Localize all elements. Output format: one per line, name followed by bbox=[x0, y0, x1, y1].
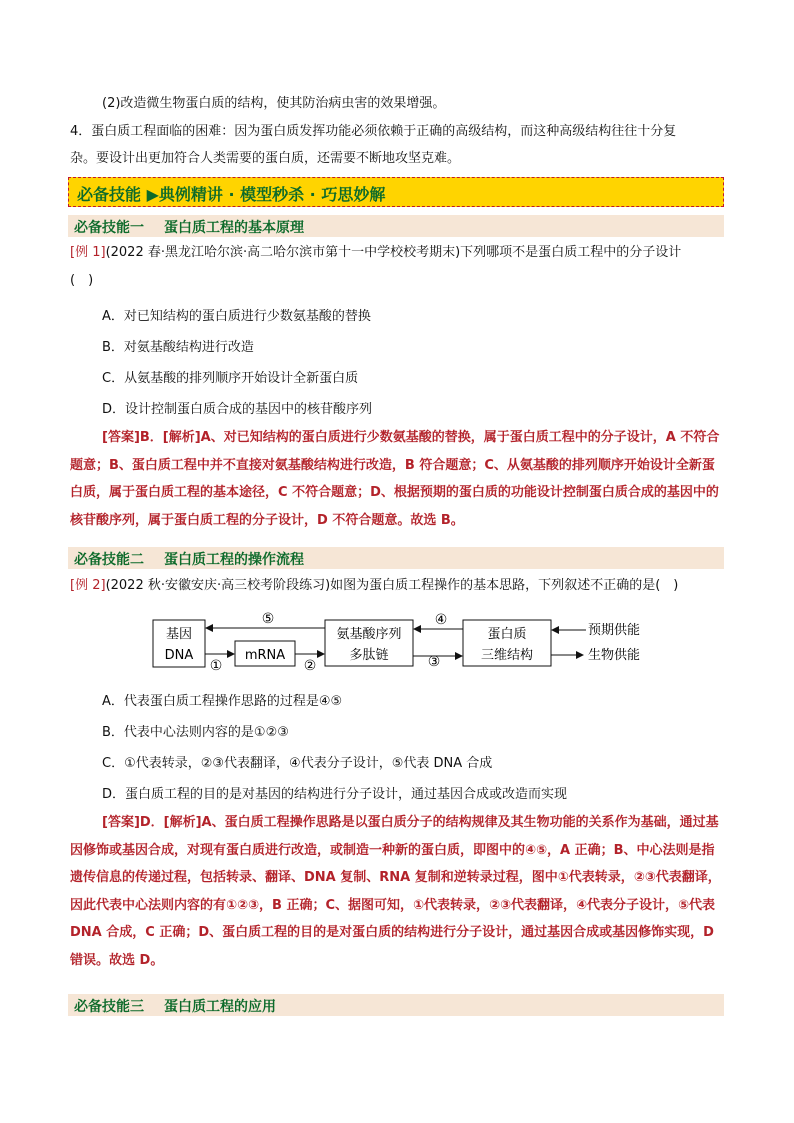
section-3-header bbox=[68, 994, 724, 1016]
section-1-title: 蛋白质工程的基本原理 bbox=[164, 220, 304, 236]
example-2-tag: [例 2] bbox=[70, 578, 106, 593]
box-mrna-label: mRNA bbox=[244, 648, 286, 663]
skill-banner-text: 必备技能 ▶典例精讲 · 模型秒杀 · 巧思妙解 bbox=[77, 185, 386, 204]
example-1-option-d: D．设计控制蛋白质合成的基因中的核苷酸序列 bbox=[102, 402, 373, 417]
example-1-tag: [例 1] bbox=[70, 245, 106, 260]
label-expected-function: 预期供能 bbox=[588, 623, 641, 638]
box-aa-label: 氨基酸序列 bbox=[336, 627, 402, 642]
arrow-4-label: ④ bbox=[434, 612, 448, 628]
section-2-title: 蛋白质工程的操作流程 bbox=[164, 552, 304, 568]
example-2-question-text: (2022 秋·安徽安庆·高三校考阶段练习)如图为蛋白质工程操作的基本思路，下列叙述不正确的是( ) bbox=[105, 578, 679, 593]
example-2-option-d: D．蛋白质工程的目的是对基因的结构进行分子设计，通过基因合成或改造而实现 bbox=[102, 787, 568, 802]
box-dna-label: DNA bbox=[164, 648, 194, 663]
example-1-answer: [答案]B．[解析]A、对已知结构的蛋白质进行少数氨基酸的替换，属于蛋白质工程中的分子设计，A 不符合题意；B、蛋白质工程中并不直接对氨基酸结构进行改造，B 符合题意；C、从氨基酸的排列顺序开始设计全新蛋白质，属于蛋白质工程的基本途径，C 不符合题意；D、根据预期的蛋白质的功能设计控制蛋白质合成的基因中的核苷酸序列，属于蛋白质工程的分子设计，D 不符合题意。故选 B。 bbox=[70, 430, 720, 528]
arrow-2-label: ② bbox=[303, 658, 317, 674]
example-2-option-c: C．①代表转录，②③代表翻译，④代表分子设计，⑤代表 DNA 合成 bbox=[102, 756, 493, 771]
arrow-5-label: ⑤ bbox=[261, 611, 275, 627]
example-1-option-c: C．从氨基酸的排列顺序开始设计全新蛋白质 bbox=[102, 371, 359, 386]
label-biological-function: 生物供能 bbox=[588, 648, 641, 663]
example-1-option-b: B．对氨基酸结构进行改造 bbox=[102, 340, 254, 355]
intro-line-3: 杂。要设计出更加符合人类需要的蛋白质，还需要不断地攻坚克难。 bbox=[70, 151, 461, 166]
example-1-question-paren: ( ) bbox=[70, 273, 94, 288]
box-gene-label: 基因 bbox=[165, 627, 193, 642]
arrow-1-label: ① bbox=[209, 658, 223, 674]
arrow-3-label: ③ bbox=[427, 654, 441, 670]
example-2-option-a: A．代表蛋白质工程操作思路的过程是④⑤ bbox=[102, 694, 343, 709]
example-1-question-text: (2022 春·黑龙江哈尔滨·高二哈尔滨市第十一中学校校考期末)下列哪项不是蛋白质工程中的分子设计 bbox=[105, 245, 682, 260]
section-3-label: 必备技能三 bbox=[74, 999, 144, 1015]
box-peptide-label: 多肽链 bbox=[349, 648, 389, 663]
example-1-option-a: A．对已知结构的蛋白质进行少数氨基酸的替换 bbox=[102, 309, 371, 324]
section-1-label: 必备技能一 bbox=[74, 220, 144, 236]
box-protein-label: 蛋白质 bbox=[487, 627, 527, 642]
intro-line-1: (2)改造微生物蛋白质的结构，使其防治病虫害的效果增强。 bbox=[102, 96, 446, 111]
section-3-title: 蛋白质工程的应用 bbox=[164, 999, 276, 1015]
box-3d-label: 三维结构 bbox=[480, 648, 534, 663]
intro-line-2: 4．蛋白质工程面临的困难：因为蛋白质发挥功能必须依赖于正确的高级结构，而这种高级结构往往十分复 bbox=[70, 124, 677, 139]
section-2-label: 必备技能二 bbox=[74, 552, 144, 568]
example-2-option-b: B．代表中心法则内容的是①②③ bbox=[102, 725, 289, 740]
example-2-answer: [答案]D．[解析]A、蛋白质工程操作思路是以蛋白质分子的结构规律及其生物功能的关系作为基础，通过基因修饰或基因合成，对现有蛋白质进行改造，或制造一种新的蛋白质，即图中的④⑤，A 正确；B、中心法则是指遗传信息的传递过程，包括转录、翻译、DNA 复制、RNA 复制和逆转录过程，图中①代表转录，②③代表翻译，因此代表中心法则内容的有①②③，B 正确；C、据图可知，①代表转录，②③代表翻译，④代表分子设计，⑤代表DNA 合成，C 正确；D、蛋白质工程的目的是对蛋白质的结构进行分子设计，通过基因合成或基因修饰实现，D 错误。故选 D。 bbox=[70, 815, 721, 968]
